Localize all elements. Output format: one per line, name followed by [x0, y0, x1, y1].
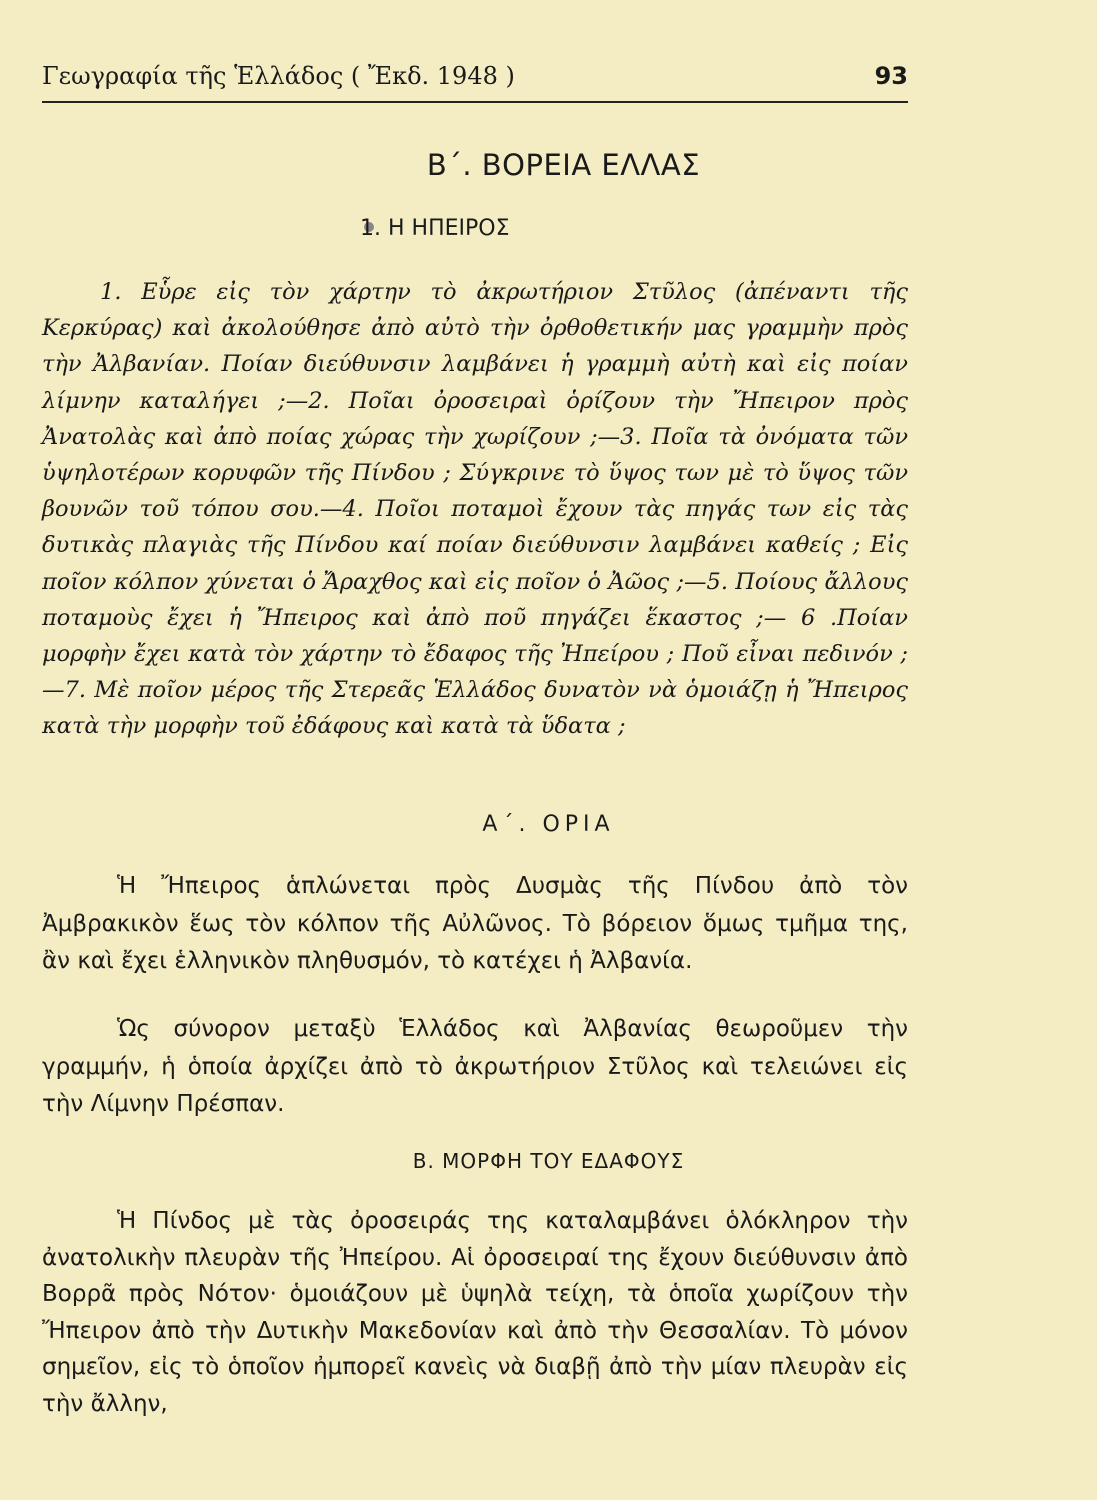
review-questions: 1. Εὗρε εἰς τὸν χάρτην τὸ ἀκρωτήριον Στῦλος (ἀπέναντι τῆς Κερκύρας) καὶ ἀκολούθησε ἀπὸ αὐτὸ τὴν ὀρθοθετικήν μας γραμμὴν πρὸς τὴν Ἀλβανίαν. Ποίαν διεύθυνσιν λαμβάνει ἡ γραμμὴ αὐτὴ καὶ εἰς ποίαν λίμνην καταλήγει ;—2. Ποῖαι ὀροσειραὶ ὁρίζουν τὴν Ἤπειρον πρὸς Ἀνατολὰς καὶ ἀπὸ ποίας χώρας τὴν χωρίζουν ;—3. Ποῖα τὰ ὀνόματα τῶν ὑψηλοτέρων κορυφῶν τῆς Πίνδου ; Σύγκρινε τὸ ὕψος των μὲ τὸ ὕψος τῶν βουνῶν τοῦ τόπου σου.—4. Ποῖοι ποταμοὶ ἔχουν τὰς πηγάς των εἰς τὰς δυτικὰς πλαγιὰς τῆς Πίνδου καί ποίαν διεύθυνσιν λαμβάνει καθείς ; Εἰς ποῖον κόλπον χύνεται ὁ Ἄραχθος καὶ εἰς ποῖον ὁ Ἀῶος ;—5. Ποίους ἄλλους ποταμοὺς ἔχει ἡ Ἤπειρος καὶ ἀπὸ ποῦ πηγάζει ἕκαστος ;— 6 .Ποίαν μορφὴν ἔχει κατὰ τὸν χάρτην τὸ ἔδαφος τῆς Ἠπείρου ; Ποῦ εἶναι πεδινόν ;—7. Μὲ ποῖον μέρος τῆς Στερεᾶς Ἑλλάδος δυνατὸν νὰ ὁμοιάζῃ ἡ Ἤπειρος κατὰ τὴν μορφὴν τοῦ ἐδάφους καὶ κατὰ τὰ ὕδατα ; [42, 279, 908, 740]
section-b-paragraph: Ἡ Πίνδος μὲ τὰς ὀροσειράς της καταλαμβάνει ὁλόκληρον τὴν ἀνατολικὴν πλευρὰν τῆς Ἠπείρου. Αἱ ὀροσειραί της ἔχουν διεύθυνσιν ἀπὸ Βορρᾶ πρὸς Νότον· ὁμοιάζουν μὲ ὑψηλὰ τείχη, τὰ ὁποῖα χωρίζουν τὴν Ἤπειρον ἀπὸ τὴν Δυτικὴν Μακεδονίαν καὶ ἀπὸ τὴν Θεσσαλίαν. Τὸ μόνον σημεῖον, εἰς τὸ ὁποῖον ἠμπορεῖ κανεὶς νὰ διαβῇ ἀπὸ τὴν μίαν πλευρὰν εἰς τὴν ἄλλην, [42, 1208, 908, 1417]
part-title: Β΄. ΒΟΡΕΙΑ ΕΛΛΑΣ [426, 148, 701, 182]
section-a-paragraph-1: Ἡ Ἤπειρος ἁπλώνεται πρὸς Δυσμὰς τῆς Πίνδου ἀπὸ τὸν Ἀμβρακικὸν ἕως τὸν κόλπον τῆς Αὐλῶνος. Τὸ βόρειον ὅμως τμῆμα της, ἂν καὶ ἔχει ἑλληνικὸν πληθυσμόν, τὸ κατέχει ἡ Ἀλβανία. [42, 873, 908, 974]
section-b-heading: Β. ΜΟΡΦΗ ΤΟΥ ΕΔΑΦΟΥΣ [412, 1149, 685, 1173]
section-a-heading: Α΄. ΟΡΙΑ [482, 812, 615, 837]
header-rule [42, 101, 908, 103]
running-title: Γεωγραφία τῆς Ἑλλάδος ( Ἔκδ. 1948 ) [42, 62, 515, 90]
running-header [42, 62, 908, 90]
chapter-title: 1. Η ΗΠΕΙΡΟΣ [360, 216, 510, 241]
page-number: 93 [874, 62, 908, 90]
section-a-paragraph-2: Ὡς σύνορον μεταξὺ Ἑλλάδος καὶ Ἀλβανίας θεωροῦμεν τὴν γραμμήν, ἡ ὁποία ἀρχίζει ἀπὸ τὸ ἀκρωτήριον Στῦλος καὶ τελειώνει εἰς τὴν Λίμνην Πρέσπαν. [42, 1016, 908, 1117]
